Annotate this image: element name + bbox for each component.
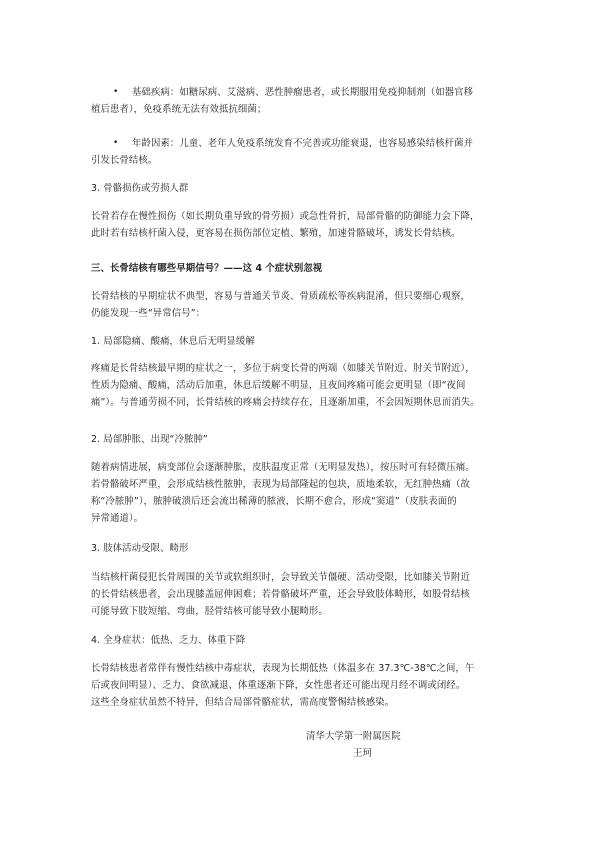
bullet-item-age-factor (91, 135, 474, 169)
text-line: 长骨结核的早期症状不典型，容易与普通关节炎、骨质疏松等疾病混淆，但只要细心观察， (91, 291, 471, 302)
symptom-paragraph-mobility (91, 569, 470, 620)
symptom-paragraph-swelling (91, 459, 475, 527)
text-line: 当结核杆菌侵犯长骨周围的关节或软组织时，会导致关节僵硬、活动受限，比如膝关节附近 (91, 572, 471, 583)
text-line: 疼痛是长骨结核最早期的症状之一，多位于病变长骨的两端（如膝关节附近、肘关节附近）， (91, 363, 475, 374)
text-line: 若骨骼破坏严重，会形成结核性脓肿，表现为局部隆起的包块，质地柔软，无红肿热痛（故 (91, 479, 471, 490)
bullet-item-basic-disease (91, 84, 474, 118)
signature-author: 王珂 (353, 748, 372, 759)
symptom-heading-pain: 1. 局部隐痛、酸痛，休息后无明显缓解 (91, 336, 255, 347)
text-line: 引发长骨结核。 (91, 155, 158, 166)
symptom-heading-swelling: 2. 局部肿胀、出现“冷脓肿” (91, 434, 208, 445)
text-line: 仍能发现一些“异常信号”： (91, 308, 206, 319)
text-line: 长骨结核患者常伴有慢性结核中毒症状，表现为长期低热（体温多在 37.3℃-38℃之间，午 (91, 663, 475, 674)
text-line: 随着病情进展，病变部位会逐渐肿胀，皮肤温度正常（无明显发热），按压时可有轻微压痛。 (91, 462, 475, 473)
text-line: 长骨若存在慢性损伤（如长期负重导致的骨劳损）或急性骨折，局部骨骼的防御能力会下降， (91, 211, 480, 222)
text-line: 这些全身症状虽然不特异，但结合局部骨骼症状，需高度警惕结核感染。 (91, 697, 395, 708)
symptom-paragraph-pain (91, 360, 480, 411)
symptom-paragraph-systemic (91, 660, 474, 711)
bullet-marker: • (113, 138, 119, 148)
text-line: 痛”）。与普通劳损不同，长骨结核的疼痛会持续存在，且逐渐加重，不会因短期休息而消失。 (91, 397, 480, 408)
text-line: 此时若有结核杆菌入侵，更容易在损伤部位定植、繁殖，加速骨骼破坏，诱发长骨结核。 (91, 228, 461, 239)
bullet-marker: • (113, 87, 119, 97)
symptom-heading-mobility: 3. 肢体活动受限、畸形 (91, 543, 189, 554)
text-line: 植后患者），免疫系统无法有效抵抗细菌； (91, 104, 267, 115)
paragraph-intro (91, 288, 470, 322)
signature-hospital: 清华大学第一附属医院 (306, 731, 401, 742)
subheading-injury-group: 3. 骨骼损伤或劳损人群 (91, 183, 189, 194)
text-line: 后或夜间明显）、乏力、食欲减退、体重逐渐下降，女性患者还可能出现月经不调或闭经。 (91, 680, 466, 691)
symptom-heading-systemic: 4. 全身症状：低热、乏力、体重下降 (91, 635, 246, 646)
section-heading-early-signals: 三、长骨结核有哪些早期信号？——这 4 个症状别忽视 (91, 263, 323, 274)
text-line: 基础疾病：如糖尿病、艾滋病、恶性肿瘤患者，或长期服用免疫抑制剂（如器官移 (132, 87, 474, 98)
text-line: 年龄因素：儿童、老年人免疫系统发育不完善或功能衰退，也容易感染结核杆菌并 (132, 138, 474, 149)
text-line: 性质为隐痛、酸痛，活动后加重，休息后缓解不明显，且夜间疼痛可能会更明显（即“夜间 (91, 380, 466, 391)
text-line: 异常通道）。 (91, 513, 144, 524)
text-line: 称“冷脓肿”），脓肿破溃后还会流出稀薄的脓液，长期不愈合，形成“窦道”（皮肤表面的 (91, 496, 457, 507)
text-line: 可能导致下肢短缩、弯曲，胫骨结核可能导致小腿畸形。 (91, 606, 328, 617)
text-line: 的长骨结核患者，会出现膝盖屈伸困难；若骨骼破坏严重，还会导致肢体畸形，如股骨结核 (91, 589, 471, 600)
paragraph-injury (91, 208, 479, 242)
